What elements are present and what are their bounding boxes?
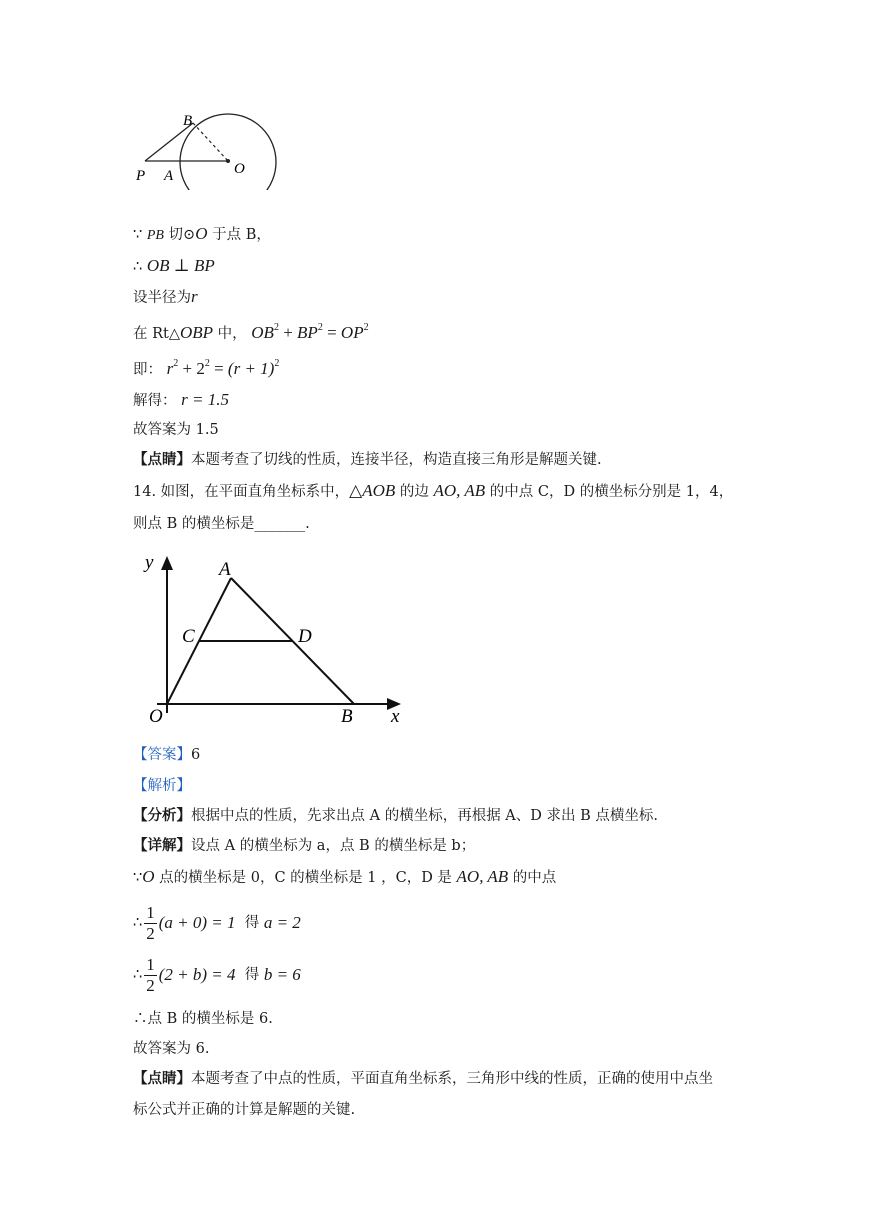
tangent-circle-figure xyxy=(130,105,290,190)
label-p: P xyxy=(136,168,146,184)
therefore-symbol: ∴ xyxy=(133,259,143,275)
label-a: A xyxy=(164,168,174,184)
line-jiexi xyxy=(133,776,191,796)
because-symbol: ∵ xyxy=(133,870,143,886)
math-o: O xyxy=(142,867,155,886)
text-tangent: 切⊙ xyxy=(163,227,196,243)
math-b-value: b = 6 xyxy=(263,965,301,984)
label-d: D xyxy=(298,626,312,647)
line-answer-14: 故答案为 6. xyxy=(133,1041,210,1057)
dianjing-text: 本题考查了切线的性质，连接半径，构造直接三角形是解题关键. xyxy=(191,452,602,468)
line-dianjing-14-b: 标公式并正确的计算是解题的关键. xyxy=(133,1102,356,1118)
line-jiede xyxy=(133,390,229,411)
text-let-radius: 设半径为 xyxy=(133,290,191,306)
text-at-point-b: 于点 B， xyxy=(207,227,271,243)
fenxi-tag: 【分析】 xyxy=(133,807,191,824)
math-eq1: (a + 0) = 1 xyxy=(158,913,236,932)
question-14-line1 xyxy=(133,481,733,502)
xiangjie-tag: 【详解】 xyxy=(133,837,191,854)
text-bian: 的边 xyxy=(395,484,434,500)
label-b: B xyxy=(341,706,353,727)
jiexi-tag: 【解析】 xyxy=(133,778,191,794)
line-dianjing-13 xyxy=(133,450,602,470)
text-in-rt: 在 Rt△ xyxy=(133,326,181,342)
text-de: 得 xyxy=(235,967,264,983)
math-ob-perp-bp: OB ⊥ BP xyxy=(146,256,215,275)
text-jiede: 解得： xyxy=(133,393,177,409)
question-14-line2: 则点 B 的横坐标是_______. xyxy=(133,516,310,532)
xiangjie-text: 设点 A 的横坐标为 a，点 B 的横坐标是 b； xyxy=(191,838,476,854)
text-de: 得 xyxy=(235,915,264,931)
fraction-one-half: $\frac{1}{2}$ xyxy=(146,902,155,943)
dianjing-tag: 【点睛】 xyxy=(133,1070,191,1087)
math-pb: PB xyxy=(146,228,164,243)
line-fenxi xyxy=(133,806,658,826)
fraction-one-half: $\frac{1}{2}$ xyxy=(146,954,155,995)
label-c: C xyxy=(182,626,195,647)
label-a: A xyxy=(219,559,231,580)
line-perpendicular xyxy=(133,256,215,277)
text-coords: 点的横坐标是 0，C 的横坐标是 1 ，C，D 是 xyxy=(154,870,457,886)
question-14-intro: 14. 如图，在平面直角坐标系中， xyxy=(133,484,350,500)
line-because-o xyxy=(133,867,556,888)
center-o-dot xyxy=(226,159,230,163)
math-pythagoras-eq: $OB^2 + BP^2 = OP^2$ xyxy=(251,322,369,342)
math-o: O xyxy=(195,224,208,243)
coordinate-triangle-figure xyxy=(135,548,410,728)
label-y: y xyxy=(145,552,154,573)
text-ji: 即： xyxy=(133,362,162,378)
line-dianjing-14-a xyxy=(133,1069,713,1089)
math-eq2: (2 + b) = 4 xyxy=(158,965,236,984)
therefore-symbol: ∴ xyxy=(133,915,143,931)
line-therefore-b: ∴点 B 的横坐标是 6. xyxy=(133,1011,273,1027)
math-a-value: a = 2 xyxy=(263,913,301,932)
math-radius-eq: $r^2 + 2^2 = (r + 1)^2$ xyxy=(166,358,280,378)
dianjing-text: 本题考查了中点的性质，平面直角坐标系，三角形中线的性质，正确的使用中点坐 xyxy=(191,1071,713,1087)
text-zhong: 中， xyxy=(213,326,247,342)
line-answer-13: 故答案为 1.5 xyxy=(133,422,219,438)
math-r-value: r = 1.5 xyxy=(181,390,229,409)
line-daan xyxy=(133,745,200,765)
label-b: B xyxy=(183,113,193,129)
dianjing-tag: 【点睛】 xyxy=(133,451,191,468)
dashed-ob xyxy=(193,123,228,161)
daan-tag: 【答案】 xyxy=(133,747,191,763)
label-o: O xyxy=(234,161,245,177)
math-ao-ab: AO, AB xyxy=(433,481,486,500)
math-triangle-aob: △AOB xyxy=(349,481,396,500)
question-14-conditions: 的中点 C，D 的横坐标分别是 1，4， xyxy=(485,484,734,500)
label-x: x xyxy=(391,706,400,727)
text-midpoint: 的中点 xyxy=(508,870,557,886)
y-axis-arrow xyxy=(161,556,173,570)
math-ao-ab: AO, AB xyxy=(456,867,509,886)
line-eq1 xyxy=(133,898,301,948)
line-pythagoras xyxy=(133,318,369,344)
daan-value: 6 xyxy=(191,747,201,763)
line-radius xyxy=(133,287,198,308)
therefore-symbol: ∴ xyxy=(133,967,143,983)
fenxi-text: 根据中点的性质，先求出点 A 的横坐标，再根据 A、D 求出 B 点横坐标. xyxy=(191,808,658,824)
label-o: O xyxy=(149,706,163,727)
because-symbol: ∵ xyxy=(133,227,143,243)
line-xiangjie xyxy=(133,836,475,856)
line-eq2 xyxy=(133,950,301,1000)
math-obp: OBP xyxy=(180,323,214,342)
line-because-tangent xyxy=(133,224,271,246)
line-ji xyxy=(133,354,279,380)
math-r: r xyxy=(191,287,198,306)
